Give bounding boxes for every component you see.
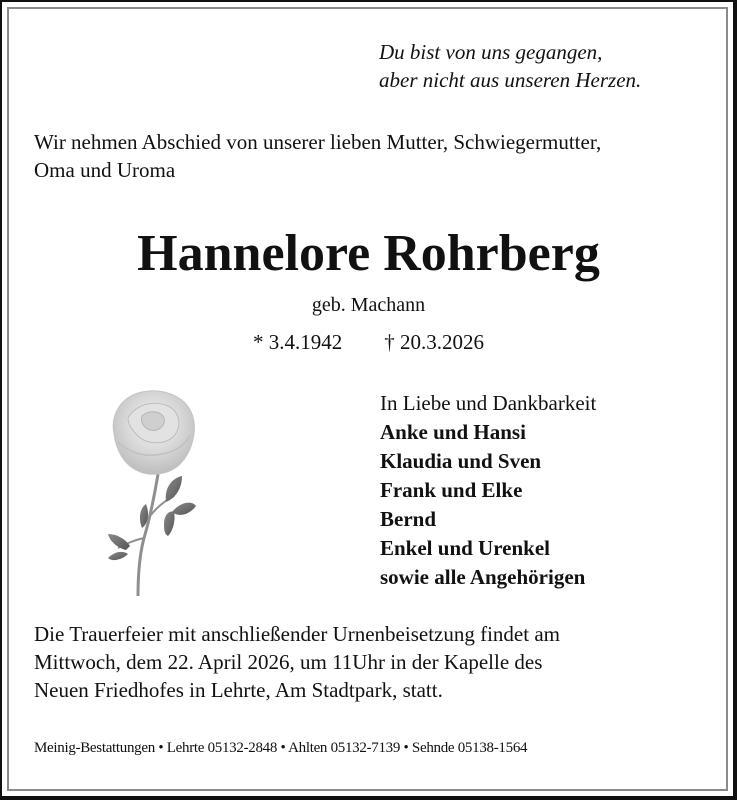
mourner-name: Bernd [380, 507, 437, 531]
service-line-1: Die Trauerfeier mit anschließender Urnenbeisetzung findet am [34, 622, 560, 646]
death-date: † 20.3.2026 [384, 330, 484, 354]
maiden-name: geb. Machann [311, 294, 426, 316]
mourner-name: Anke und Hansi [380, 420, 526, 444]
intro-line-1: Wir nehmen Abschied von unserer lieben Mutter, Schwiegermutter, [34, 130, 602, 154]
rose-icon [88, 378, 228, 600]
motto-line-2: aber nicht aus unseren Herzen. [379, 68, 642, 92]
service-line-2: Mittwoch, dem 22. April 2026, um 11Uhr in der Kapelle des [34, 650, 543, 674]
intro-line-2: Oma und Uroma [34, 158, 176, 182]
mourners-lead: In Liebe und Dankbarkeit [380, 391, 597, 415]
intro-text [34, 128, 601, 184]
service-line-3: Neuen Friedhofes in Lehrte, Am Stadtpark, statt. [34, 678, 443, 702]
motto-line-1: Du bist von uns gegangen, [379, 40, 603, 64]
mourner-name: sowie alle Angehörigen [380, 565, 586, 589]
mourners-list [380, 389, 596, 592]
mourner-name: Frank und Elke [380, 478, 523, 502]
mourner-name: Enkel und Urenkel [380, 536, 550, 560]
birth-date: * 3.4.1942 [253, 330, 343, 354]
deceased-name: Hannelore Rohrberg [137, 225, 600, 282]
service-announcement [34, 620, 560, 704]
mourner-name: Klaudia und Sven [380, 449, 542, 473]
funeral-home-footer: Meinig-Bestattungen • Lehrte 05132-2848 • Ahlten 05132-7139 • Sehnde 05138-1564 [34, 740, 528, 756]
life-dates [0, 328, 737, 356]
motto [379, 38, 641, 94]
